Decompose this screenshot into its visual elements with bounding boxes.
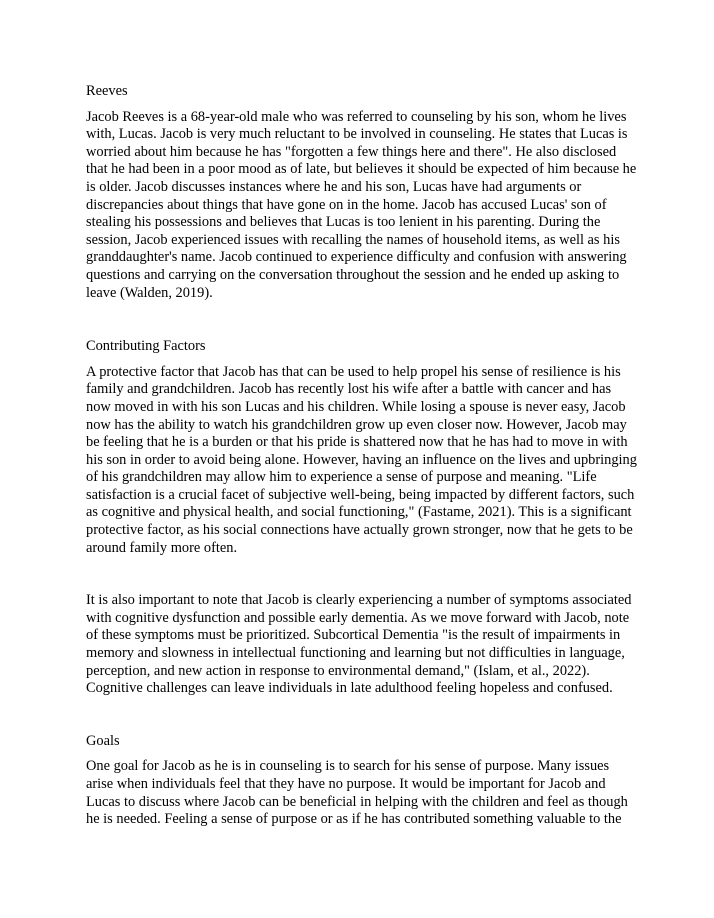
paragraph-protective-factor: A protective factor that Jacob has that can be used to help propel his sense of resilience is his family and grandchildren. Jacob has recently lost his wife after a battle with cancer and has now moved in with his son Lucas and his children. While losing a spouse is never easy, Jacob now has the ability to watch his grandchildren grow up even closer now. However, Jacob may be feeling that he is a burden or that his pride is shattered now that he has had to move in with his son in order to avoid being alone. However, having an influence on the lives and upbringing of his grandchildren may allow him to experience a sense of purpose and meaning. "Life satisfaction is a crucial facet of subjective well-being, being impacted by different factors, such as cognitive and physical health, and social functioning," (Fastame, 2021). This is a significant protective factor, as his social connections have actually grown stronger, now that he gets to be around family more often. [86,363,637,556]
section-heading-reeves: Reeves [86,83,128,99]
spacer [86,302,638,338]
paragraph-case-summary: Jacob Reeves is a 68-year-old male who was referred to counseling by his son, whom he lives with, Lucas. Jacob is very much reluctant to be involved in counseling. He states that Lucas is worried about him because he has "forgotten a few things here and there". He also disclosed that he had been in a poor mood as of late, but believes it should be expected of him because he is older. Jacob discusses instances where he and his son, Lucas have had arguments or discrepancies about things that have gone on in the home. Jacob has accused Lucas' son of stealing his possessions and believes that Lucas is too lenient in his parenting. During the session, Jacob experienced issues with recalling the names of household items, as well as his granddaughter's name. Jacob continued to experience difficulty and confusion with answering questions and carrying on the conversation throughout the session and he ended up asking to leave (Walden, 2019). [86,108,637,301]
spacer [86,557,638,592]
document-page [86,83,638,829]
spacer [86,698,638,733]
section-heading-contributing-factors: Contributing Factors [86,338,206,355]
section-heading-goals: Goals [86,732,120,749]
paragraph-cognitive-symptoms: It is also important to note that Jacob is clearly experiencing a number of symptoms associated with cognitive dysfunction and possible early dementia. As we move forward with Jacob, note of these symptoms must be prioritized. Subcortical Dementia "is the result of impairments in memory and slowness in intellectual functioning and learning but not difficulties in language, perception, and new action in response to environmental demand," (Islam, et al., 2022). Cognitive challenges can leave individuals in late adulthood feeling hopeless and confused. [86,592,632,697]
paragraph-goals: One goal for Jacob as he is in counseling is to search for his sense of purpose. Many issues arise when individuals feel that they have no purpose. It would be important for Jacob and Lucas to discuss where Jacob can be beneficial in helping with the children and feel as though he is needed. Feeling a sense of purpose or as if he has contributed something valuable to the [86,758,628,828]
